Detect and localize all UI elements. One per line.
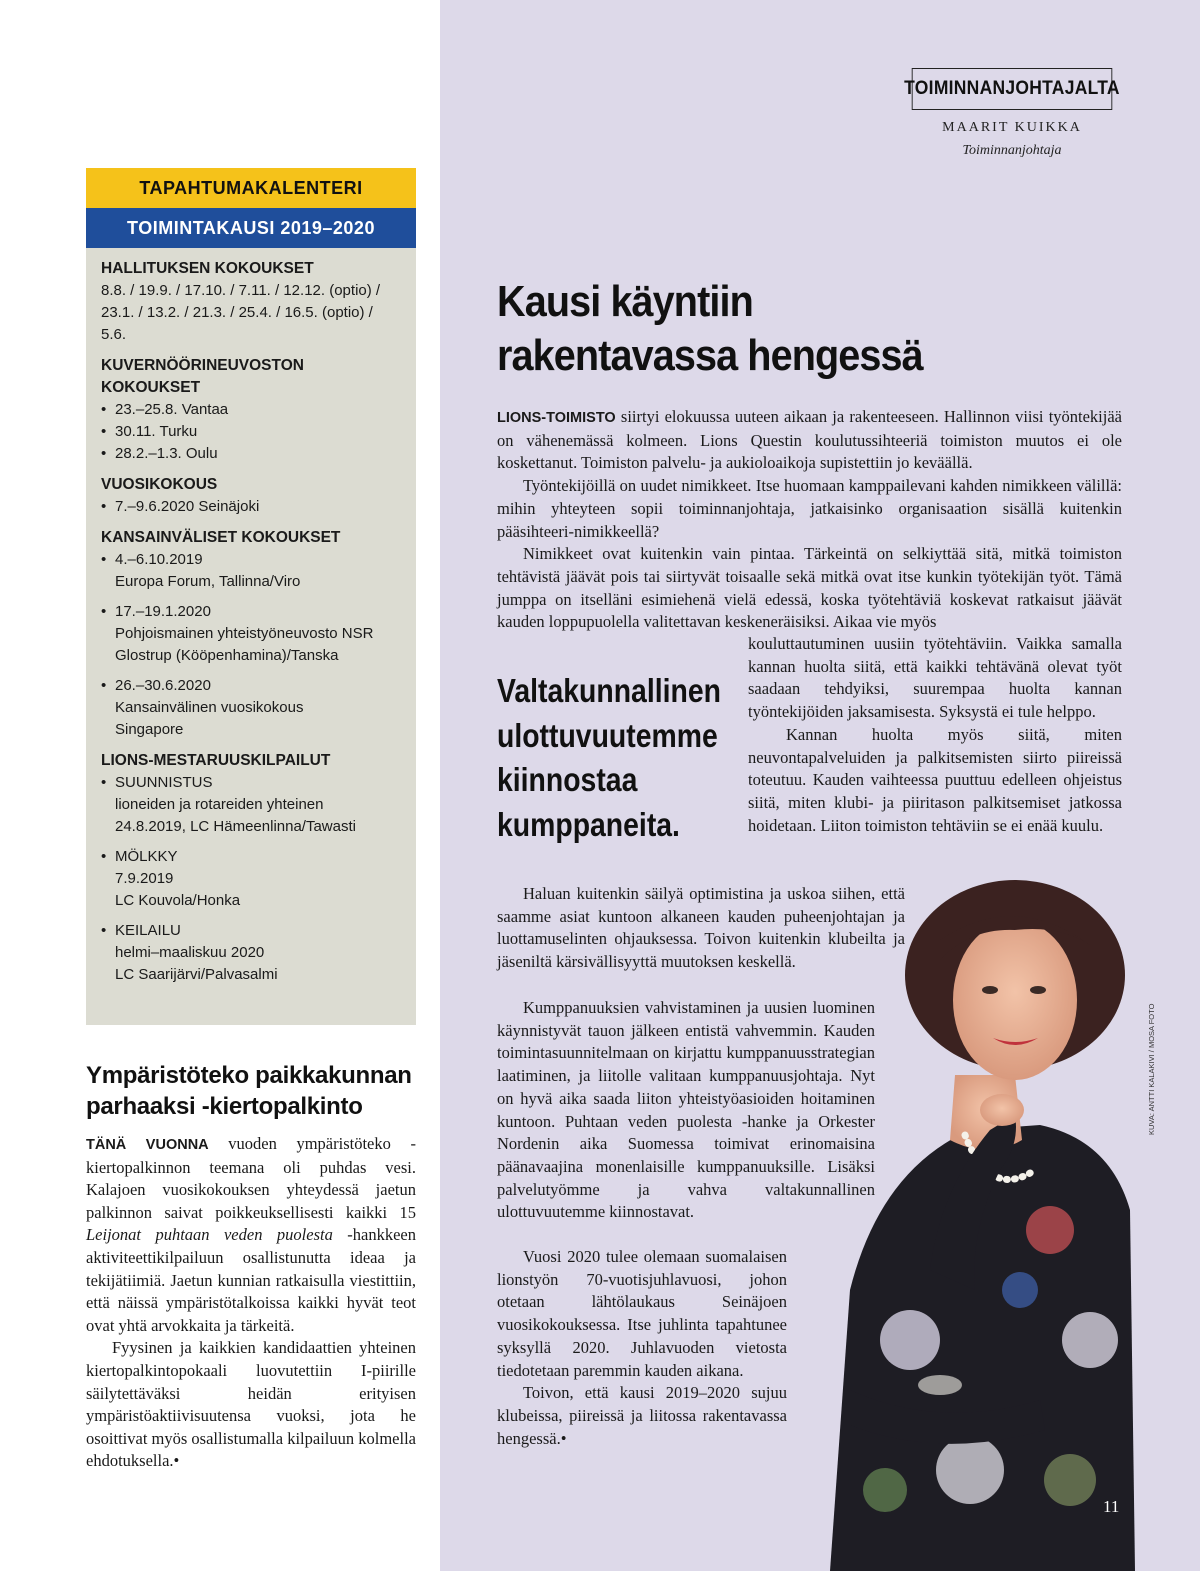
calendar-header: TAPAHTUMAKALENTERI	[86, 168, 416, 208]
bullet-icon: •	[101, 774, 107, 791]
list-item: • MÖLKKY 7.9.2019 LC Kouvola/Honka	[101, 846, 402, 912]
bullet-icon: •	[101, 445, 107, 462]
bullet-icon: •	[101, 498, 107, 515]
governor-council-meetings	[101, 355, 402, 465]
text-line: 5.6.	[101, 326, 127, 343]
list-item: • 7.–9.6.2020 Seinäjoki	[101, 496, 402, 518]
main-article-body-lower-2: Kumppanuuksien vahvistaminen ja uusien luominen käynnistyvät tauon jälkeen entistä vahvemmin. Kauden toimintasuunnitelmaan on kirjattu kumppanuusstrategian laatiminen, ja liitolle valitaan kumppanuusjohtaja. Nyt on hyvä aika saada liiton yhteistyöasioiden hoitaminen kuntoon. Puhtaan veden puolesta -hanke ja Orkester Nordenin aika Suomessa toimivat erinomaisina päänavaajina monenlaisille kumppanuuksille. Lisäksi palvelutyömme ja vahva valtakunnallinen ulottuvuutemme kiinnostavat.	[497, 998, 875, 1222]
bullet-icon: •	[101, 922, 107, 939]
list-item: • SUUNNISTUS lioneiden ja rotareiden yhteinen 24.8.2019, LC Hämeenlinna/Tawasti	[101, 772, 402, 838]
bullet-icon: •	[101, 603, 107, 620]
main-article-body-lower-3: Vuosi 2020 tulee olemaan suomalaisen lionstyön 70-vuotisjuhlavuosi, johon otetaan lähtölaukaus Seinäjoen vuosikokouksessa. Itse juhlinta tapahtunee syksyllä 2020. Juhlavuoden vietosta tiedotetaan paremmin kauden aikana. Toivon, että kausi 2019–2020 sujuu klubeissa, piireissä ja liitossa rakentavassa hengessä.•	[497, 1247, 787, 1448]
pull-quote: Valtakunnallinen ulottuvuutemme kiinnostaa kumppaneita.	[497, 672, 721, 843]
page-number: 11	[1103, 1497, 1120, 1516]
author-name: MAARIT KUIKKA	[942, 120, 1082, 135]
list-item: • 23.–25.8. Vantaa	[101, 399, 402, 421]
lead-in: TÄNÄ VUONNA	[86, 1137, 209, 1153]
side-article-body: TÄNÄ VUONNA vuoden ympäristöteko -kiertopalkinnon teemana oli puhdas vesi. Kalajoen vuosikokouksen yhteydessä jaetun palkinnon saivat poikkeuksellisesti kaikki 15 Leijonat puhtaan veden puolesta -hankkeen aktiviteettikilpailuun osallistunutta ideaa ja tekijätiimiä. Jaetun kunnian ratkaisulla viestittiin, että näissä ympäristötalkoissa kaikki hyvät teot ovat yhtä arvokkaita ja tärkeitä. Fyysinen ja kaikkien kandidaattien yhteinen kiertopalkintopokaali luovutettiin I-piirille säilytettäväksi heidän erityisen ympäristöaktiivisuutensa vuoksi, jota he osoittivat myös osallistumalla kilpailuun kolmella ehdotuksella.•	[86, 1134, 416, 1471]
event-calendar	[86, 168, 416, 1025]
main-article-body-lower: Haluan kuitenkin säilyä optimistina ja uskoa siihen, että saamme asiat kuntoon alkaneen kauden puheenjohtajan ja luottamuselinten ohjauksessa. Toivon kuitenkin klubeilta ja jäseniltä kärsivällisyyttä muutoksen keskellä.	[497, 884, 905, 972]
list-item: • 26.–30.6.2020 Kansainvälinen vuosikokous Singapore	[101, 675, 402, 741]
text-line: 23.1. / 13.2. / 21.3. / 25.4. / 16.5. (optio) /	[101, 304, 373, 321]
calendar-season-header: TOIMINTAKAUSI 2019–2020	[86, 208, 416, 248]
section-title: VUOSIKOKOUS	[101, 476, 218, 493]
list-item: • 28.2.–1.3. Oulu	[101, 443, 402, 465]
international-meetings	[101, 527, 402, 741]
lead-in: LIONS-TOIMISTO	[497, 410, 616, 426]
section-title: LIONS-MESTARUUSKILPAILUT	[101, 752, 331, 769]
list-item: • KEILAILU helmi–maaliskuu 2020 LC Saarijärvi/Palvasalmi	[101, 920, 402, 986]
section-title: KANSAINVÄLISET KOKOUKSET	[101, 529, 341, 546]
main-article-body-top: LIONS-TOIMISTO siirtyi elokuussa uuteen aikaan ja rakenteeseen. Hallinnon viisi työntekijää on vähenemässä kolmeen. Lions Questin koulutussihteeriä toimiston muutos ei ole koskettanut. Toimiston palvelu- ja aukioloaikoja supistettiin jo keväällä. Työntekijöillä on uudet nimikkeet. Itse huomaan kamppailevani kahden nimikkeen välillä: mihin yhteyteen sopii toiminnanjohtaja, jatkaisinko organisaation sisällä kuitenkin pääsihteeri-nimikkeellä? Nimikkeet ovat kuitenkin vain pintaa. Tärkeintä on selkiyttää sitä, mitkä toimiston tehtävistä jäävät pois tai siirtyvät toisaalle sekä mitkä ovat itse kunkin työtekijän työt. Tämä jumppa on itselläni esimiehenä vielä edessä, koska työtehtäviä koskevat ratkaisut jäävät kauden loppupuolella valitettavan keskeneräisiksi. Aikaa vie myös	[497, 407, 1122, 632]
bullet-icon: •	[101, 677, 107, 694]
bullet-icon: •	[101, 401, 107, 418]
list-item: • 17.–19.1.2020 Pohjoismainen yhteistyöneuvosto NSR Glostrup (Kööpenhamina)/Tanska	[101, 601, 402, 667]
author-role: Toiminnanjohtaja	[962, 143, 1062, 158]
side-article-headline: Ympäristöteko paikkakunnan parhaaksi -kiertopalkinto	[86, 1062, 412, 1120]
bullet-icon: •	[101, 423, 107, 440]
annual-meeting	[101, 474, 402, 518]
section-tag: TOIMINNANJOHTAJALTA	[912, 68, 1113, 110]
list-item: • 30.11. Turku	[101, 421, 402, 443]
section-title: HALLITUKSEN KOKOUKSET	[101, 260, 314, 277]
bullet-icon: •	[101, 551, 107, 568]
section-title: KOKOUKSET	[101, 379, 201, 396]
text-line: 8.8. / 19.9. / 17.10. / 7.11. / 12.12. (optio) /	[101, 282, 381, 299]
photo-credit: KUVA: ANTTI KALAKIVI / MOSA FOTO	[1147, 1003, 1156, 1135]
board-meetings	[101, 258, 402, 346]
main-article-body-middle: kouluttautuminen uusiin työtehtäviin. Vaikka samalla kannan huolta siitä, että kaikki tehtävänä olevat työt saadaan tehdyiksi, suurempaa huolta kannan työntekijöiden jaksamisesta. Syksystä ei tule helppo. Kannan huolta myös siitä, miten neuvontapalveluiden ja palkitsemisten siirto piireissä toteutuu. Kauden vaihteessa puuttuu edelleen ohjeistus siitä, miten klubi- ja piiritason palkitsemiset jatkossa hoidetaan. Liiton toimiston tehtäviin se ei enää kuulu.	[748, 634, 1122, 835]
lions-championships	[101, 750, 402, 986]
main-headline: Kausi käyntiin rakentavassa hengessä	[497, 277, 923, 380]
list-item: • 4.–6.10.2019 Europa Forum, Tallinna/Viro	[101, 549, 402, 593]
bullet-icon: •	[101, 848, 107, 865]
section-title: KUVERNÖÖRINEUVOSTON	[101, 357, 304, 374]
